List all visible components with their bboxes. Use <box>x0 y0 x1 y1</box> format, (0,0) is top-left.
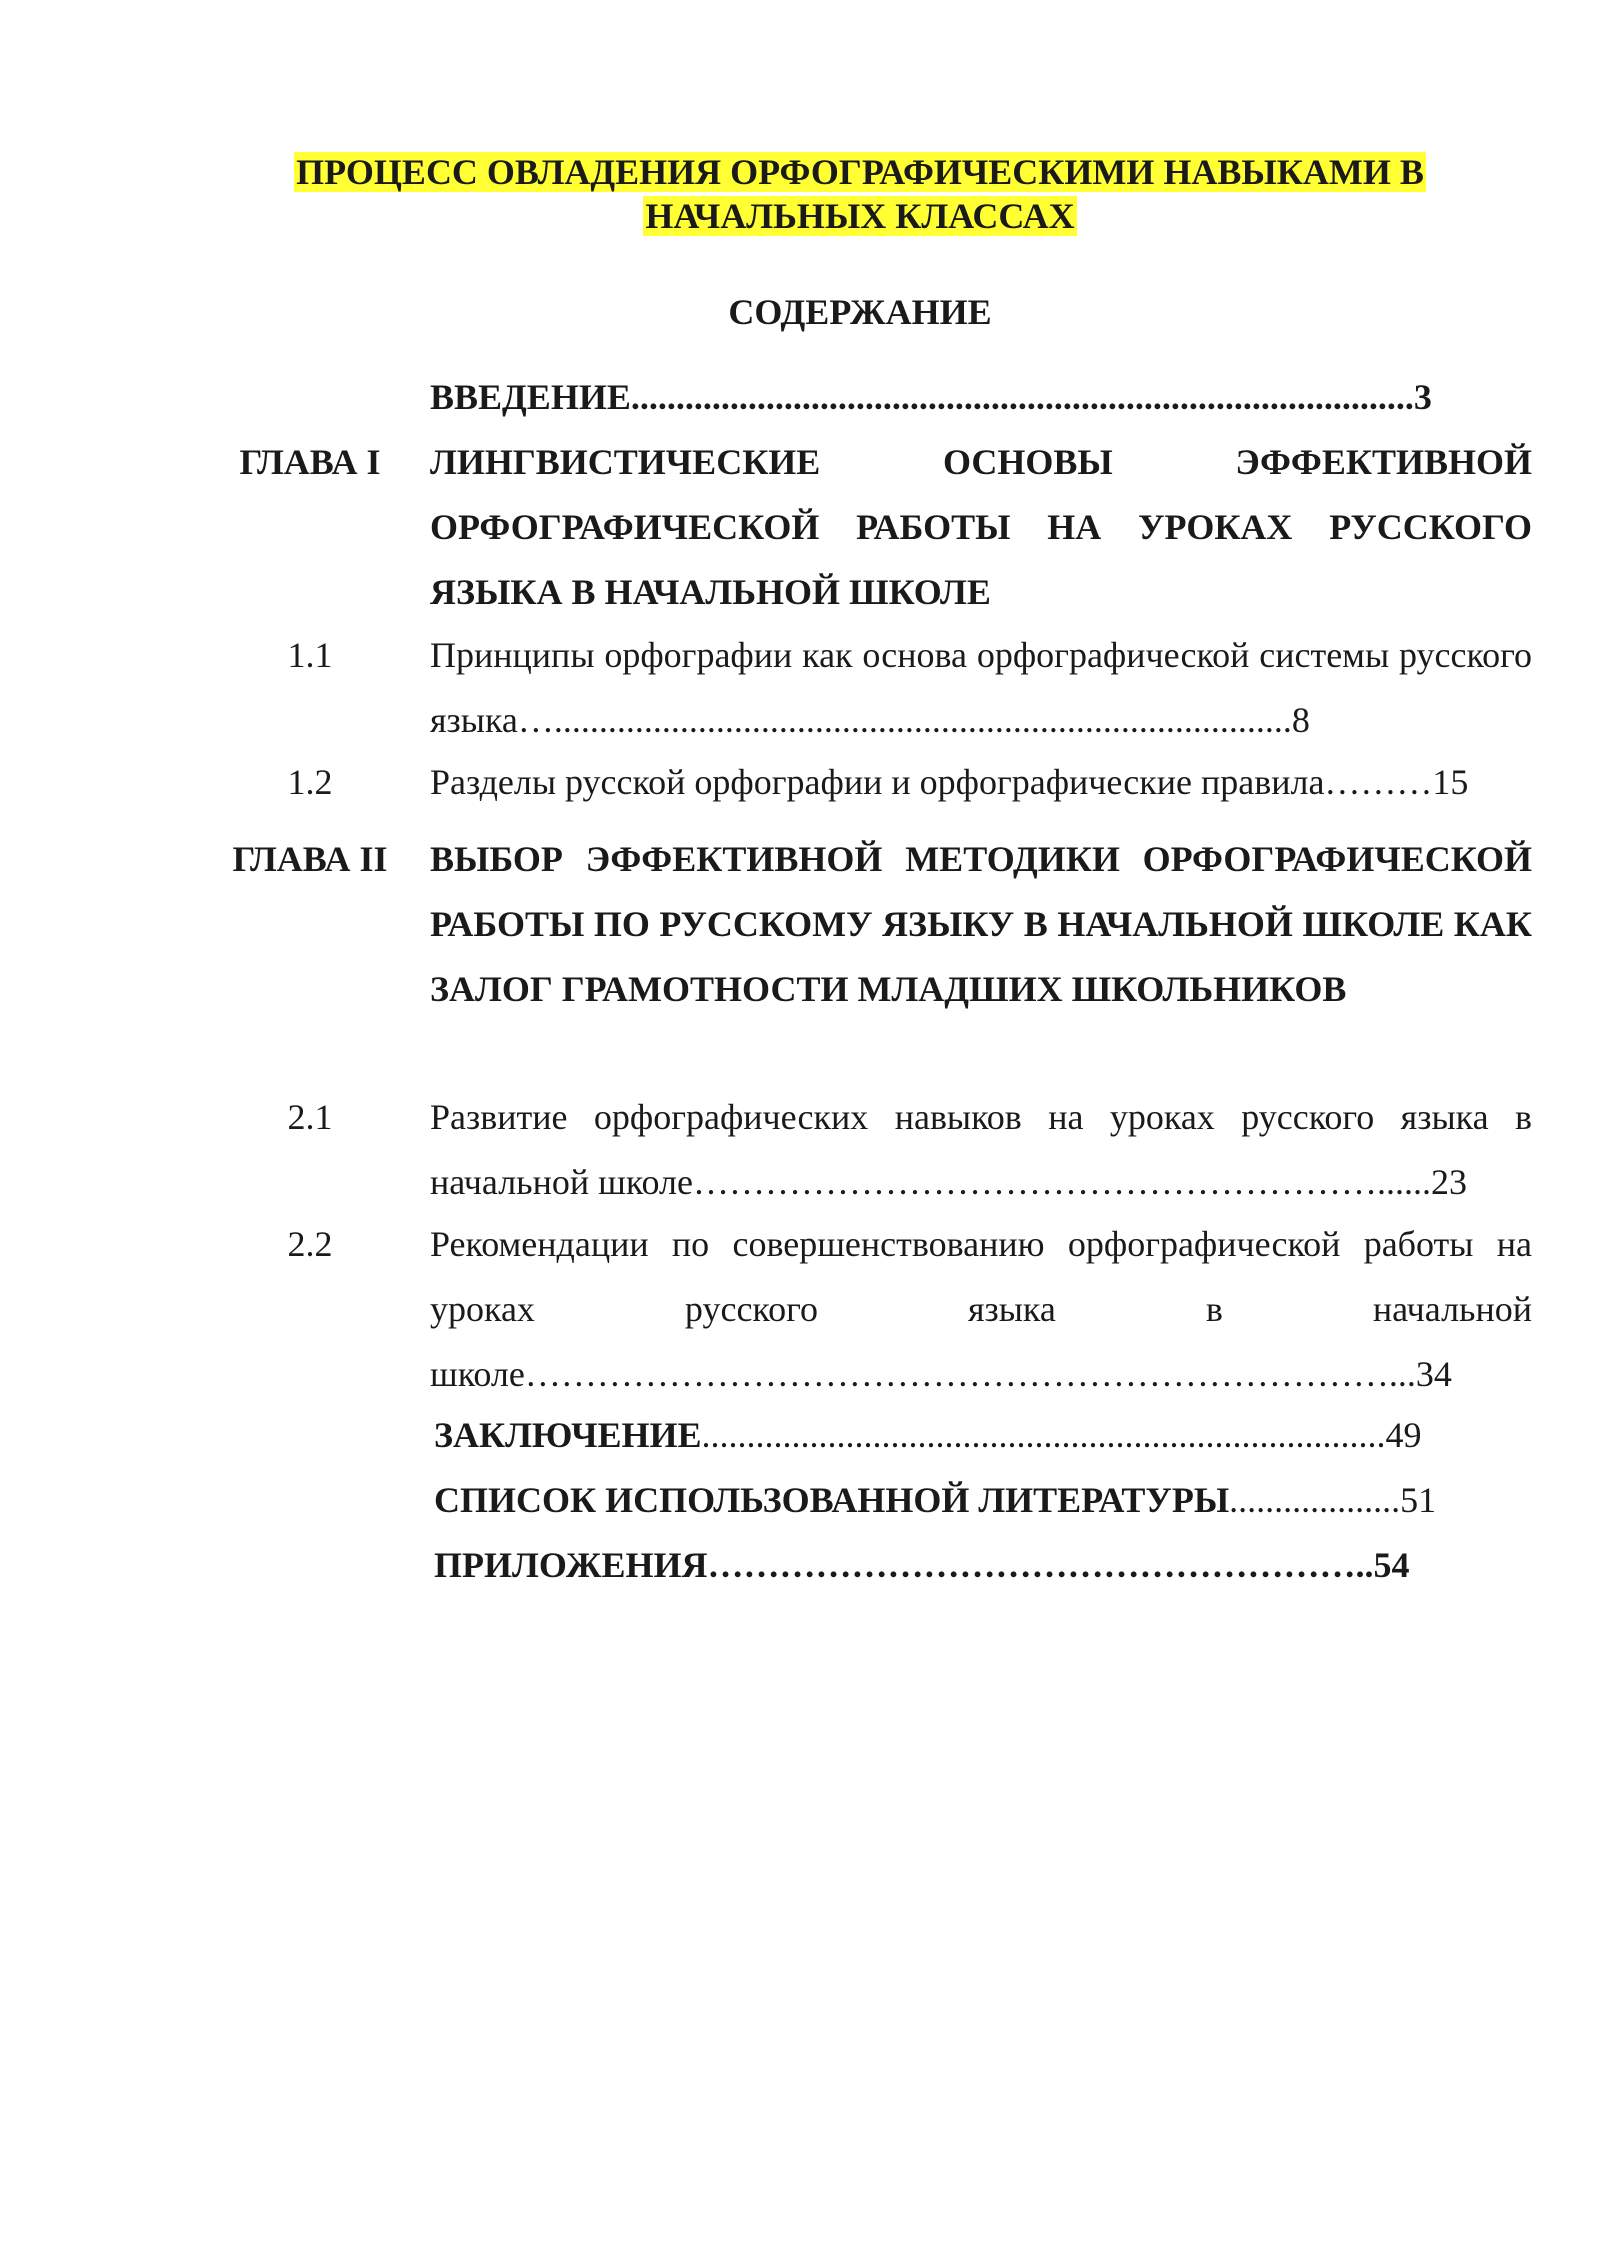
title-line-2: НАЧАЛЬНЫХ КЛАССАХ <box>645 196 1075 236</box>
toc-entry-leader: ...................51 <box>1229 1480 1437 1520</box>
toc-entry-label: ГЛАВА I <box>239 442 381 482</box>
toc-entry-title: ЗАКЛЮЧЕНИЕ <box>434 1415 702 1455</box>
toc-entry-leader: ............................................................................49 <box>701 1415 1422 1455</box>
toc-entry-text <box>434 1468 1536 1533</box>
toc-entry-text: Принципы орфографии как основа орфографической системы русского языка…..................................................................................8 <box>430 635 1532 740</box>
toc-entry-text: ЛИНГВИСТИЧЕСКИЕ ОСНОВЫ ЭФФЕКТИВНОЙ ОРФОГРАФИЧЕСКОЙ РАБОТЫ НА УРОКАХ РУССКОГО ЯЗЫКА В НАЧАЛЬНОЙ ШКОЛЕ <box>430 442 1532 612</box>
toc-entry-title: СПИСОК ИСПОЛЬЗОВАННОЙ ЛИТЕРАТУРЫ <box>434 1480 1230 1520</box>
title-line-1: ПРОЦЕСС ОВЛАДЕНИЯ ОРФОГРАФИЧЕСКИМИ НАВЫКАМИ В <box>296 152 1424 192</box>
contents-heading: СОДЕРЖАНИЕ <box>728 292 992 332</box>
document-title <box>200 150 1520 238</box>
toc-entry-text: Разделы русской орфографии и орфографические правила………15 <box>430 762 1469 802</box>
toc-entry-text: ВВЕДЕНИЕ.......................................................................................3 <box>430 377 1432 417</box>
toc-entry-label: 1.2 <box>287 762 333 802</box>
toc-entry-text: Рекомендации по совершенствованию орфографической работы на уроках русского языка в начальной школе………………………………………………………………...34 <box>430 1224 1532 1394</box>
toc-entry-label: ГЛАВА II <box>232 839 388 879</box>
toc-entry-text <box>434 1403 1536 1468</box>
toc-entry-text: ВЫБОР ЭФФЕКТИВНОЙ МЕТОДИКИ ОРФОГРАФИЧЕСКОЙ РАБОТЫ ПО РУССКОМУ ЯЗЫКУ В НАЧАЛЬНОЙ ШКОЛЕ КАК ЗАЛОГ ГРАМОТНОСТИ МЛАДШИХ ШКОЛЬНИКОВ <box>430 839 1532 1009</box>
toc-entry-text: ПРИЛОЖЕНИЯ………………………………………………..54 <box>434 1545 1410 1585</box>
toc-entry-label: 1.1 <box>287 635 333 675</box>
toc-entry-label: 2.2 <box>287 1224 333 1264</box>
toc-entry-label: 2.1 <box>287 1097 333 1137</box>
toc-entry-text: Развитие орфографических навыков на уроках русского языка в начальной школе…………………………………………………......23 <box>430 1097 1532 1202</box>
